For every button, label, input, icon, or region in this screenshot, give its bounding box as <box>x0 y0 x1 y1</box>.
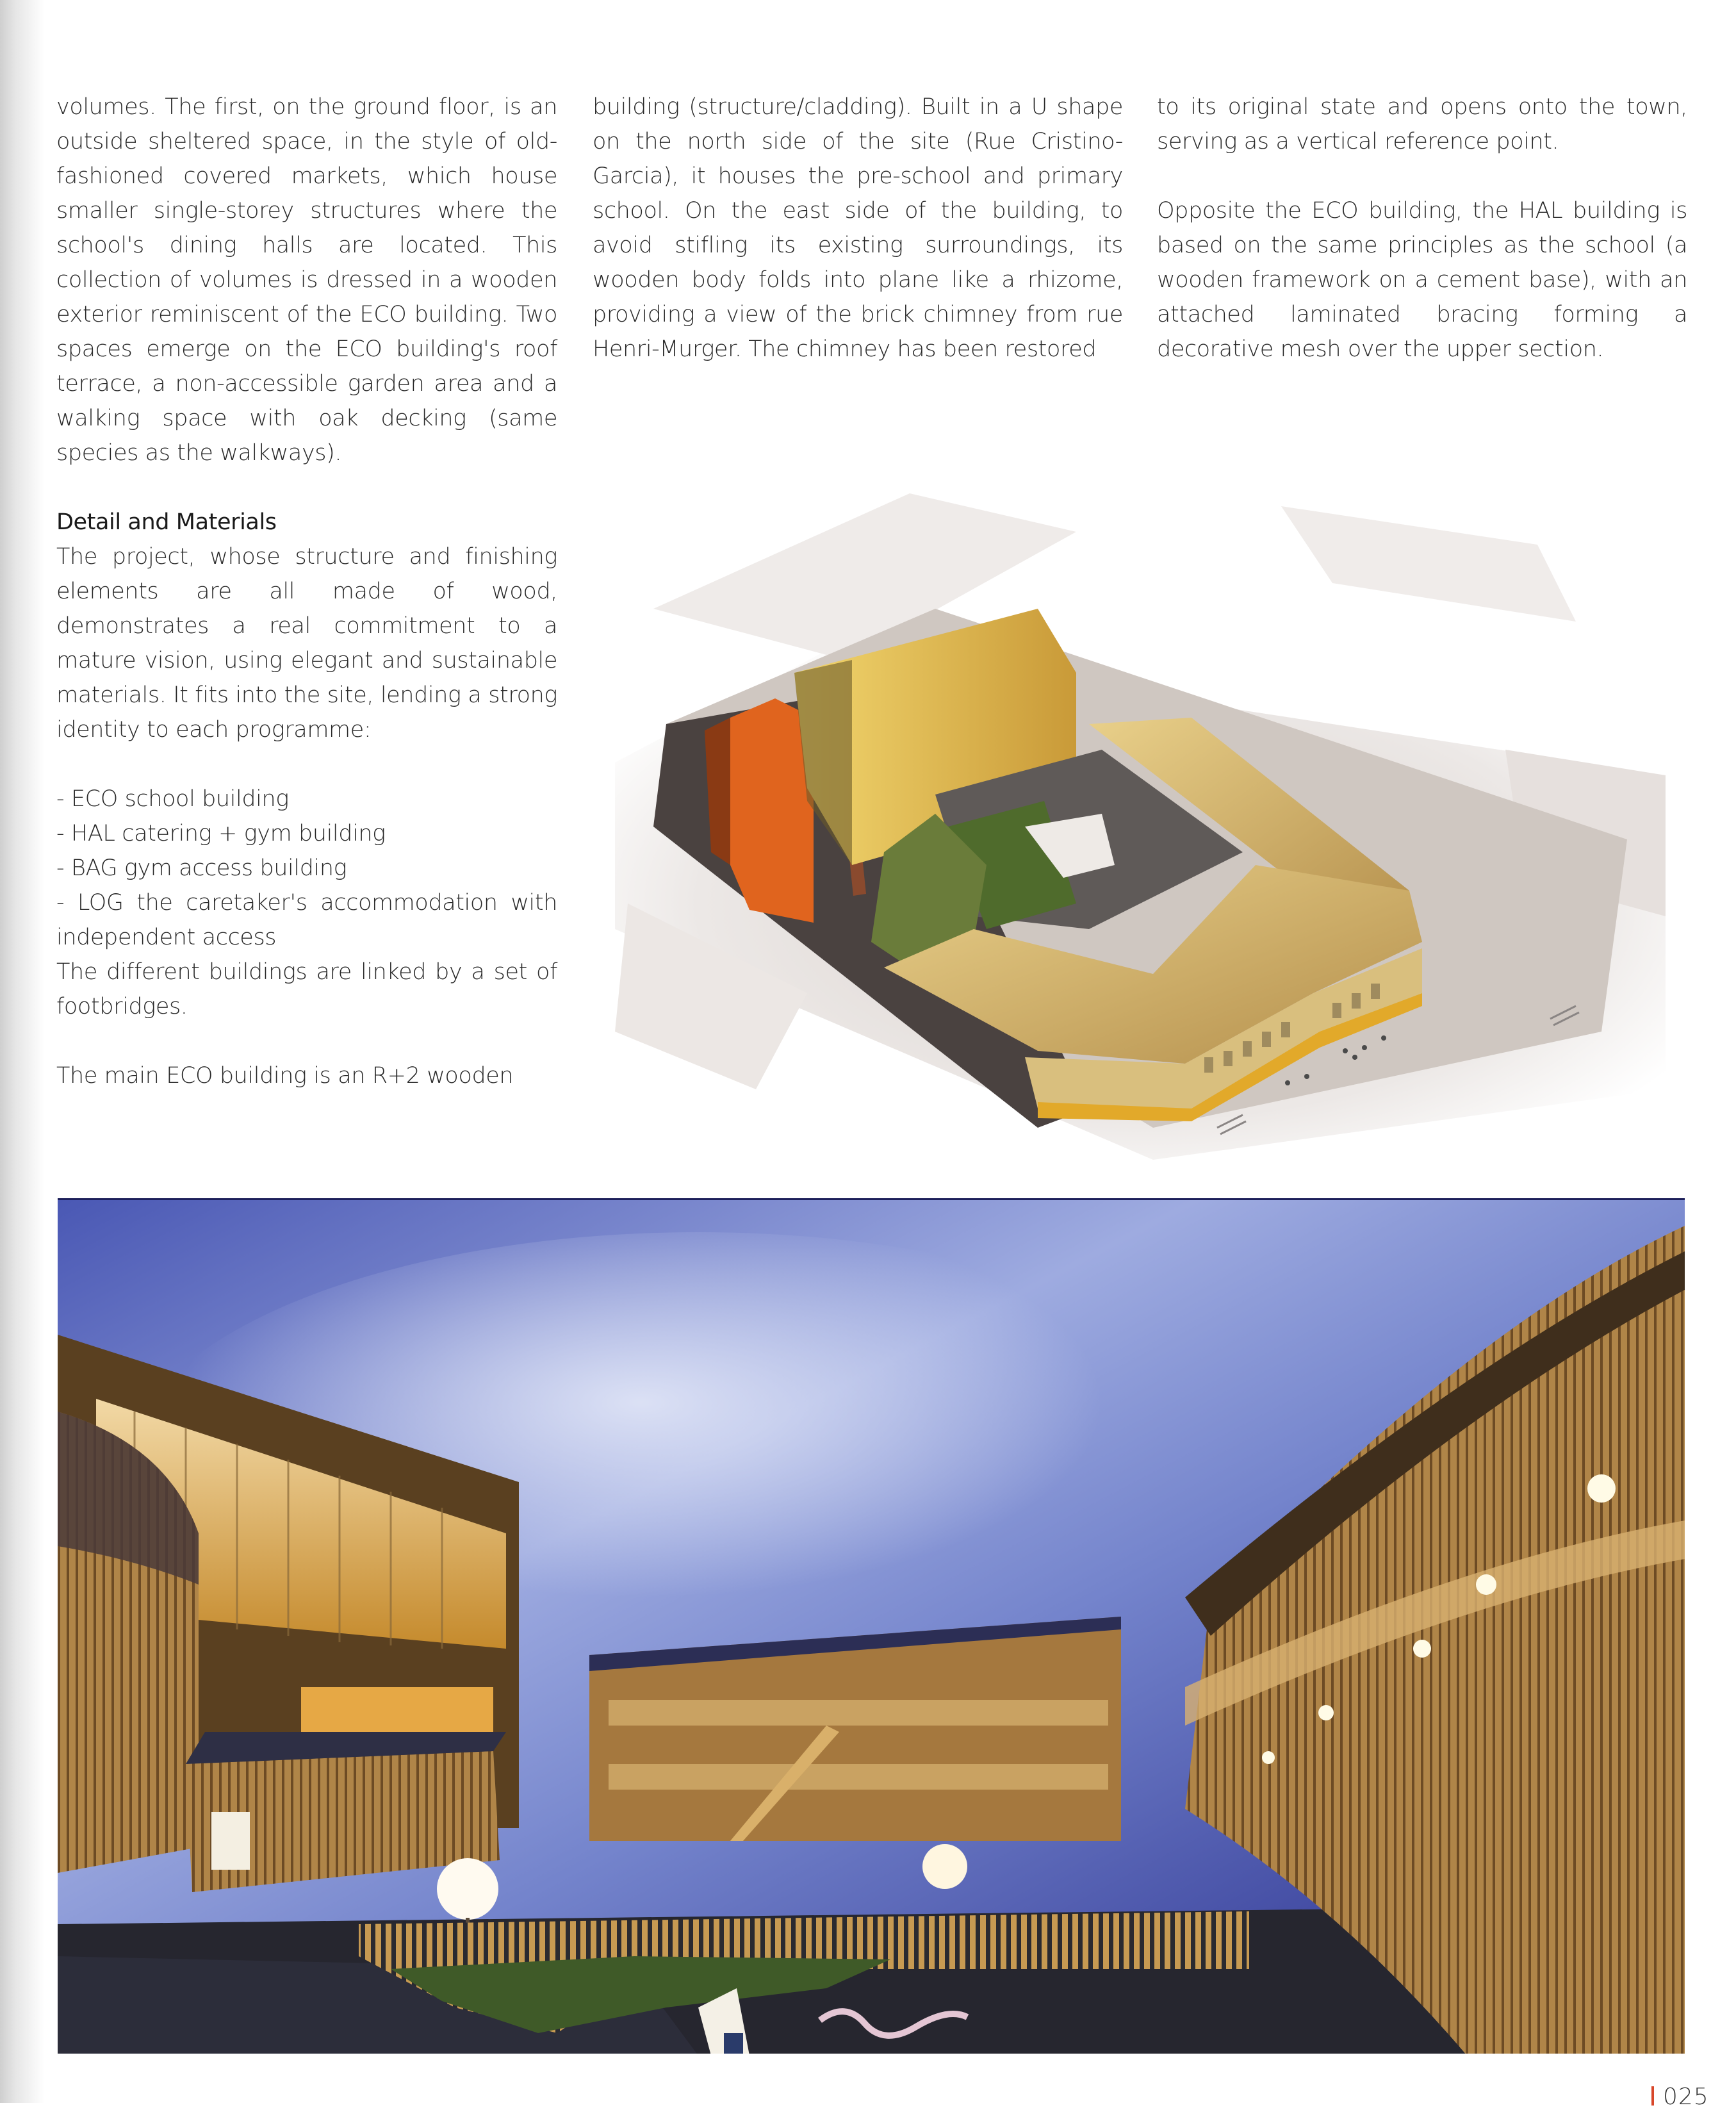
list-item: - HAL catering + gym building <box>56 821 386 846</box>
text-column-2 <box>593 90 1123 367</box>
body-paragraph: building (structure/cladding). Built in a U shape on the north side of the site (Rue Cristino-Garcia), it houses the pre-school and primary school. On the east side of the building, to avoid stifling its existing surroundings, its wooden body folds into plane like a rhizome, providing a view of the brick chimney from rue Henri-Murger. The chimney has been restored <box>593 94 1123 362</box>
aerial-rendering-image <box>577 416 1704 1173</box>
body-paragraph: The project, whose structure and finishing elements are all made of wood, demonstrates a real commitment to a mature vision, using elegant and sustainable materials. It fits into the site, lending a strong identity to each programme: <box>56 544 557 743</box>
body-paragraph: volumes. The first, on the ground floor, is an outside sheltered space, in the style of old-fashioned covered markets, which house smaller single-storey structures where the school's dining halls are located. This collection of volumes is dressed in a wooden exterior reminiscent of the ECO building. Two spaces emerge on the ECO building's roof terrace, a non-accessible garden area and a walking space with oak decking (same species as the walkways). <box>56 94 557 466</box>
list-item: - BAG gym access building <box>56 855 347 881</box>
programme-list <box>56 782 557 955</box>
list-item: - ECO school building <box>56 786 289 812</box>
text-column-1 <box>56 90 557 1093</box>
list-item: - LOG the caretaker's accommodation with independent access <box>56 890 557 950</box>
body-paragraph: The different buildings are linked by a set of footbridges. <box>56 959 557 1019</box>
text-column-3 <box>1157 90 1687 367</box>
rendering-illustration <box>577 416 1704 1173</box>
page-number <box>1651 2084 1709 2110</box>
page-gutter-shadow <box>0 0 45 2103</box>
page-number-text: 025 <box>1663 2084 1709 2110</box>
courtyard-night-photo <box>58 1198 1685 2054</box>
photo-illustration <box>58 1200 1685 2054</box>
body-paragraph: to its original state and opens onto the town, serving as a vertical reference point. <box>1157 94 1687 154</box>
section-heading: Detail and Materials <box>56 509 277 535</box>
body-paragraph: Opposite the ECO building, the HAL building is based on the same principles as the school (a wooden framework on a cement base), with an attached laminated bracing forming a decorative mesh over the upper section. <box>1157 198 1687 362</box>
body-paragraph: The main ECO building is an R+2 wooden <box>56 1063 514 1089</box>
